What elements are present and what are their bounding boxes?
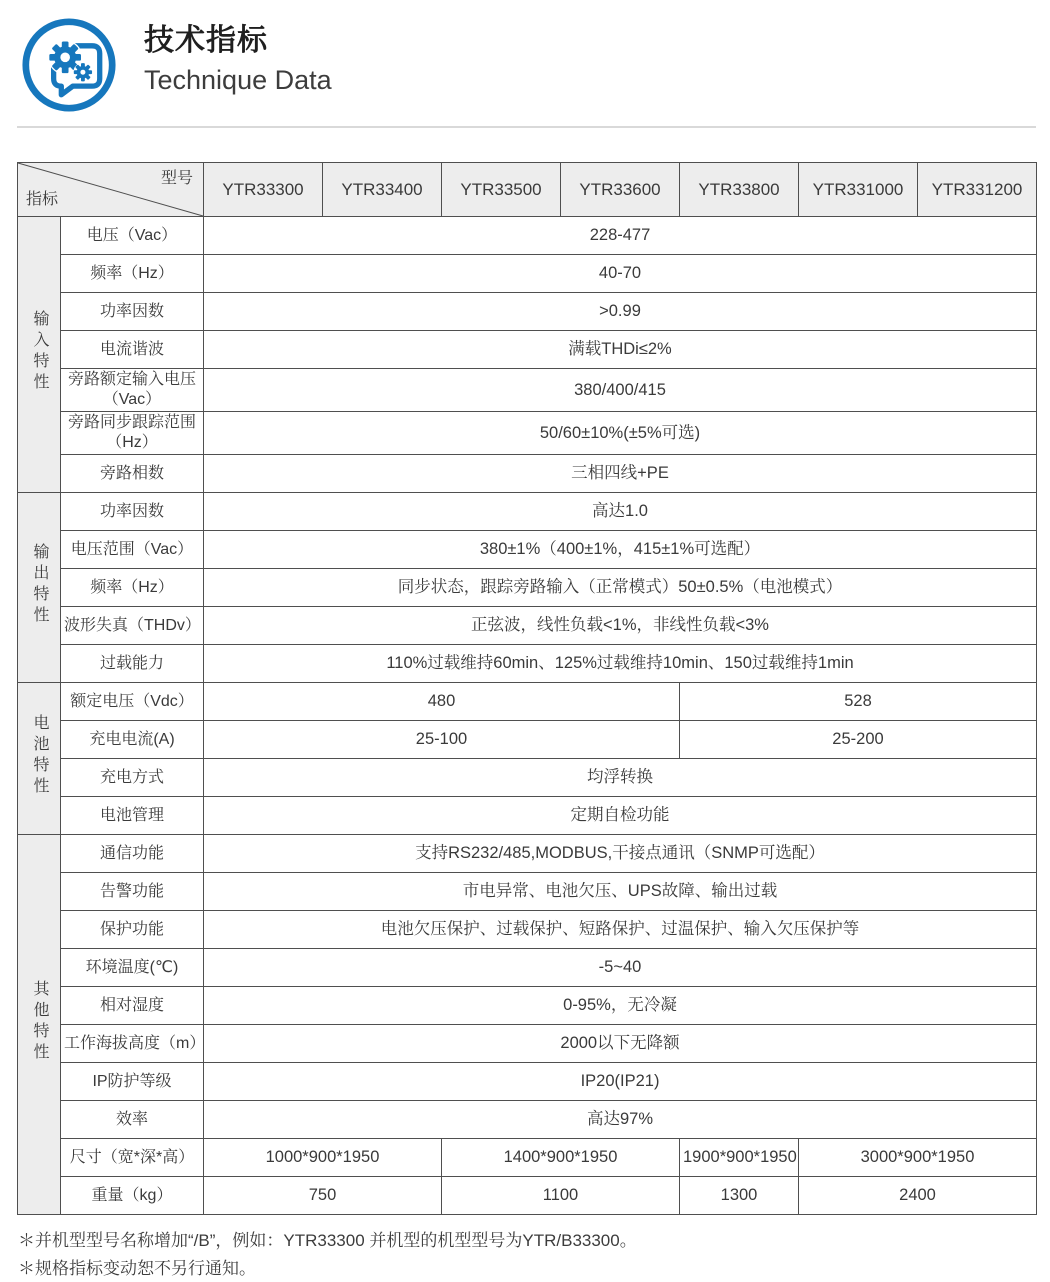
spec-label: 通信功能: [61, 835, 204, 873]
model-column-header: YTR33300: [204, 163, 323, 217]
spec-value: 3000*900*1950: [799, 1139, 1037, 1177]
spec-value: 市电异常、电池欠压、UPS故障、输出过载: [204, 873, 1037, 911]
header-titles: [144, 17, 332, 95]
spec-value: 480: [204, 683, 680, 721]
spec-label: 频率（Hz）: [61, 569, 204, 607]
model-column-header: YTR331200: [918, 163, 1037, 217]
spec-row: [18, 987, 1037, 1025]
spec-row: [18, 1025, 1037, 1063]
spec-row: [18, 1177, 1037, 1215]
model-column-header: YTR33600: [561, 163, 680, 217]
section-header: [0, 0, 1050, 113]
spec-value: 380/400/415: [204, 369, 1037, 412]
footnote-line: ＊并机型型号名称增加“/B”，例如：YTR33300 并机型的机型型号为YTR/B33300。: [18, 1231, 637, 1250]
spec-value: 2400: [799, 1177, 1037, 1215]
spec-label: 告警功能: [61, 873, 204, 911]
spec-value: 50/60±10%(±5%可选): [204, 412, 1037, 455]
spec-row: [18, 455, 1037, 493]
spec-value: 高达1.0: [204, 493, 1037, 531]
spec-row: [18, 531, 1037, 569]
spec-value: 25-100: [204, 721, 680, 759]
group-label-other: 其他特性: [18, 835, 61, 1215]
corner-model-label: 型号: [160, 170, 193, 187]
page-subtitle: Technique Data: [144, 64, 332, 95]
spec-label: 工作海拔高度（m）: [61, 1025, 204, 1063]
spec-label: 旁路同步跟踪范围（Hz）: [61, 412, 204, 455]
corner-cell: [18, 163, 204, 217]
spec-row: [18, 949, 1037, 987]
spec-row: [18, 645, 1037, 683]
spec-value: 2000以下无降额: [204, 1025, 1037, 1063]
spec-value: IP20(IP21): [204, 1063, 1037, 1101]
spec-label: 旁路相数: [61, 455, 204, 493]
spec-value: -5~40: [204, 949, 1037, 987]
spec-row: [18, 911, 1037, 949]
spec-label: 充电方式: [61, 759, 204, 797]
spec-value: 0-95%，无冷凝: [204, 987, 1037, 1025]
spec-value: 同步状态，跟踪旁路输入（正常模式）50±0.5%（电池模式）: [204, 569, 1037, 607]
spec-label: 旁路额定输入电压（Vac）: [61, 369, 204, 412]
spec-row: [18, 569, 1037, 607]
spec-label: 重量（kg）: [61, 1177, 204, 1215]
spec-value: 高达97%: [204, 1101, 1037, 1139]
group-label-input: 输入特性: [18, 217, 61, 493]
spec-row: [18, 1139, 1037, 1177]
spec-label: 充电电流(A): [61, 721, 204, 759]
spec-row: [18, 607, 1037, 645]
spec-label: 功率因数: [61, 493, 204, 531]
spec-label: 效率: [61, 1101, 204, 1139]
spec-label: 相对湿度: [61, 987, 204, 1025]
spec-value: 1900*900*1950: [680, 1139, 799, 1177]
gear-chat-icon: [21, 17, 117, 113]
spec-label: 电压（Vac）: [61, 217, 204, 255]
model-header-row: [18, 163, 1037, 217]
spec-row: [18, 493, 1037, 531]
spec-value: 1100: [442, 1177, 680, 1215]
spec-label: 波形失真（THDv）: [61, 607, 204, 645]
spec-row: [18, 759, 1037, 797]
spec-table: [17, 162, 1037, 1215]
spec-value: 750: [204, 1177, 442, 1215]
spec-value: 1300: [680, 1177, 799, 1215]
spec-label: 额定电压（Vdc）: [61, 683, 204, 721]
spec-value: 均浮转换: [204, 759, 1037, 797]
spec-value: 支持RS232/485,MODBUS,干接点通讯（SNMP可选配）: [204, 835, 1037, 873]
spec-value: 25-200: [680, 721, 1037, 759]
spec-row: [18, 683, 1037, 721]
spec-label: 过载能力: [61, 645, 204, 683]
spec-row: [18, 255, 1037, 293]
spec-label: IP防护等级: [61, 1063, 204, 1101]
model-column-header: YTR33800: [680, 163, 799, 217]
spec-row: [18, 369, 1037, 412]
group-label-battery: 电池特性: [18, 683, 61, 835]
spec-value: >0.99: [204, 293, 1037, 331]
spec-value: 正弦波，线性负载<1%，非线性负载<3%: [204, 607, 1037, 645]
spec-row: [18, 873, 1037, 911]
spec-label: 电压范围（Vac）: [61, 531, 204, 569]
spec-row: [18, 835, 1037, 873]
spec-value: 228-477: [204, 217, 1037, 255]
corner-index-label: 指标: [26, 191, 59, 208]
footnotes: [18, 1227, 1050, 1282]
model-column-header: YTR33500: [442, 163, 561, 217]
spec-label: 尺寸（宽*深*高）: [61, 1139, 204, 1177]
spec-value: 1000*900*1950: [204, 1139, 442, 1177]
spec-value: 电池欠压保护、过载保护、短路保护、过温保护、输入欠压保护等: [204, 911, 1037, 949]
model-column-header: YTR33400: [323, 163, 442, 217]
spec-row: [18, 1063, 1037, 1101]
spec-label: 功率因数: [61, 293, 204, 331]
spec-row: [18, 331, 1037, 369]
spec-value: 1400*900*1950: [442, 1139, 680, 1177]
footnote-line: ＊规格指标变动恕不另行通知。: [18, 1259, 256, 1278]
spec-value: 528: [680, 683, 1037, 721]
small-gear-glyph: [73, 63, 92, 82]
spec-label: 频率（Hz）: [61, 255, 204, 293]
spec-value: 380±1%（400±1%，415±1%可选配）: [204, 531, 1037, 569]
spec-value: 定期自检功能: [204, 797, 1037, 835]
spec-value: 110%过载维持60min、125%过载维持10min、150过载维持1min: [204, 645, 1037, 683]
spec-row: [18, 217, 1037, 255]
spec-label: 保护功能: [61, 911, 204, 949]
spec-label: 环境温度(℃): [61, 949, 204, 987]
spec-row: [18, 1101, 1037, 1139]
spec-value: 40-70: [204, 255, 1037, 293]
spec-row: [18, 293, 1037, 331]
spec-value: 三相四线+PE: [204, 455, 1037, 493]
group-label-output: 输出特性: [18, 493, 61, 683]
spec-row: [18, 721, 1037, 759]
spec-label: 电流谐波: [61, 331, 204, 369]
spec-label: 电池管理: [61, 797, 204, 835]
model-column-header: YTR331000: [799, 163, 918, 217]
spec-value: 满载THDi≤2%: [204, 331, 1037, 369]
page-title: 技术指标: [144, 24, 268, 57]
spec-row: [18, 797, 1037, 835]
spec-row: [18, 412, 1037, 455]
header-divider: [17, 126, 1036, 128]
